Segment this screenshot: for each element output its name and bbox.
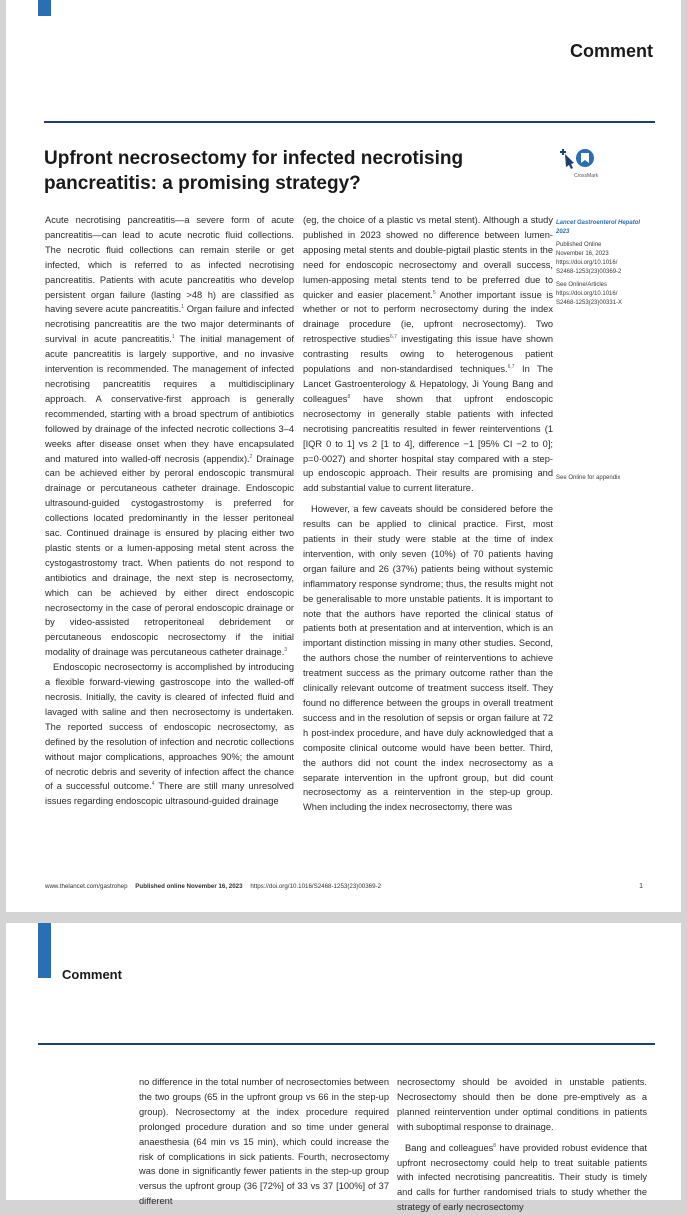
body-column-2 (397, 1075, 647, 1215)
crossmark-icon (556, 146, 600, 180)
paragraph: (eg, the choice of a plastic vs metal stent). Although a study published in 2023 showed no difference between lumen-apposing metal stents and double-pigtail plastic stents in the need for endoscopic necrosectomy and overall success, lumen-apposing metal stents tend to be preferred due to quicker and easier placement.$^5$ Another important issue is whether or not to perform necrosectomy during the index drainage procedure (ie, upfront necrosectomy). Two retrospective studies$^{6,7}$ investigating this issue have shown contrasting results owing to heterogenous patient populations and non-standardised techniques.$^{6,7}$ In The Lancet Gastroenterology & Hepatology, Ji Young Bang and colleagues$^8$ have shown that upfront endoscopic necrosectomy in generally stable patients with infected necrotising pancreatitis resulted in fewer reinterventions (1 [IQR 0 to 1] vs 2 [1 to 4], difference −1 [95% CI −2 to 0]; p=0·0027) and shorter hospital stay compared with a step-up endoscopic approach. Their results are promising and add substantial value to current literature. (303, 215, 553, 494)
journal-year: 2023 (556, 229, 570, 235)
paragraph: Acute necrotising pancreatitis—a severe form of acute pancreatitis—can lead to acute necrotic fluid collections. The necrotic fluid collections can remain sterile or get infected, which is referred to as infected necrotising pancreatitis. Patients with acute pancreatitis who develop persistent organ failure (lasting >48 h) are classified as having severe acute pancreatitis.$^1$ Organ failure and infected necrotising pancreatitis are the two major determinants of survival in acute pancreatitis.$^1$ The initial management of acute pancreatitis is largely supportive, and no invasive intervention is recommended. The management of infected necrotising pancreatitis requires a multidisciplinary approach. A conservative-first approach is generally recommended, starting with a broad spectrum of antibiotics followed by drainage of the infected necrotic collections 3–4 weeks after disease onset when they have encapsulated and matured into walled-off necrosis (appendix).$^2$ Drainage can be achieved either by peroral endoscopic transmural drainage or percutaneous catheter drainage. Endoscopic ultrasound-guided cystogastrostomy is preferred for collections located predominantly in the lesser peritoneal sac. Continued drainage is ensured by placing either two plastic stents or a lumen-apposing metal stent across the cystogastrostomy tract. When patients do not respond to antibiotics and drainage, the next step is necrosectomy, which can be achieved by either direct endoscopic necrosectomy in the case of peroral endoscopic drainage or by video-assisted retroperitoneal debridement or percutaneous endoscopic necrosectomy if the initial modality of drainage was percutaneous catheter drainage.$^3$ (45, 215, 295, 658)
doi-link[interactable]: https://doi.org/10.1016/ (556, 260, 618, 266)
related-doi-link-suffix[interactable]: S2468-1253(23)00331-X (556, 300, 623, 306)
paragraph: no difference in the total number of necrosectomies between the two groups (65 in the upfront group vs 66 in the step-up group). Necrosectomy at the index procedure required prolonged procedure duration and so time under general anaesthesia (64 min vs 15 min), which could increase the risk of complications in sick patients. Fourth, necrosectomy was done in significantly fewer patients in the step-up group versus the upfront group (36 [72%] of 33 vs 37 [100%] of 37 different (139, 1077, 389, 1207)
doi-link-suffix[interactable]: S2468-1253(23)00369-2 (556, 269, 622, 275)
accent-bar (38, 0, 51, 16)
published-date: November 16, 2023 (556, 251, 609, 257)
article-metadata (556, 219, 646, 308)
body-column-1 (139, 1075, 389, 1209)
paragraph: necrosectomy should be avoided in unstable patients. Necrosectomy should then be done pre-emptively as a planned reintervention under optimal conditions in patients with suboptimal response to drainage. (397, 1077, 647, 1132)
body-column-1 (45, 213, 294, 809)
page-footer (45, 883, 643, 890)
journal-url[interactable]: www.thelancet.com/gastrohep (45, 883, 128, 890)
see-also-label: See Online/Articles (556, 282, 608, 288)
article-page-1 (6, 0, 681, 912)
article-page-2 (6, 923, 681, 1213)
header-rule (38, 1043, 655, 1045)
header-rule (44, 121, 655, 123)
crossmark-badge[interactable] (556, 146, 600, 180)
journal-name: Lancet Gastroenterol Hepatol (556, 220, 641, 226)
paragraph: However, a few caveats should be considered before the results can be applied to clinical practice. First, most patients in their study were stable at the time of index intervention, with only seven (10%) of 70 patients having organ failure and 26 (37%) patients being without systemic inflammatory response syndrome; thus, the results might not be generalisable to more unstable patients. It is important to note that the authors have reported the clinical status of patients both at presentation and at intervention, which is an important distinction missing in many other studies. Second, the authors chose the number of reinterventions to achieve treatment success as the primary outcome rather than the clinically relevant outcome of treatment success itself. They found no difference between the groups in overall treatment success and in the resolution of sepsis or organ failure at 72 h post-index procedure, and have duly acknowledged that a composite clinical outcome would have been better. Third, the authors did not count the index necrosectomy as a separate intervention in the upfront group, but did count necrosectomy as a reintervention in the step-up group. When including the index necrosectomy, there was (303, 504, 553, 813)
published-label: Published Online (556, 242, 602, 248)
paragraph: Bang and colleagues$^8$ have provided robust evidence that upfront necrosectomy could help to treat suitable patients with infected necrotising pancreatitis. Their study is timely and calls for further randomised trials to study whether the strategy of early necrosectomy (397, 1142, 647, 1213)
body-column-2 (303, 213, 553, 815)
article-title: Upfront necrosectomy for infected necrotising pancreatitis: a promising strategy? (44, 148, 464, 194)
paragraph: Endoscopic necrosectomy is accomplished by introducing a flexible forward-viewing gastroscope into the walled-off necrosis. Initially, the cavity is cleared of infected fluid and lavaged with saline and then necrosectomy is undertaken. The reported success of endoscopic necrosectomy, as defined by the resolution of infection and necrotic collections without major complications, approaches 90%; the amount of necrotic debris and severity of infection affect the chance of a successful outcome.$^4$ There are still many unresolved issues regarding endoscopic ultrasound-guided drainage (45, 662, 294, 807)
crossmark-label: CrossMark (574, 173, 599, 179)
footer-doi[interactable]: https://doi.org/10.1016/S2468-1253(23)00369-2 (250, 883, 382, 890)
accent-bar (38, 923, 51, 978)
page-number: 1 (639, 883, 643, 890)
appendix-note[interactable]: See Online for appendix (556, 475, 621, 481)
section-label: Comment (62, 967, 122, 982)
related-doi-link[interactable]: https://doi.org/10.1016/ (556, 291, 618, 297)
section-label: Comment (569, 41, 653, 61)
published-online: Published online November 16, 2023 (135, 883, 243, 890)
